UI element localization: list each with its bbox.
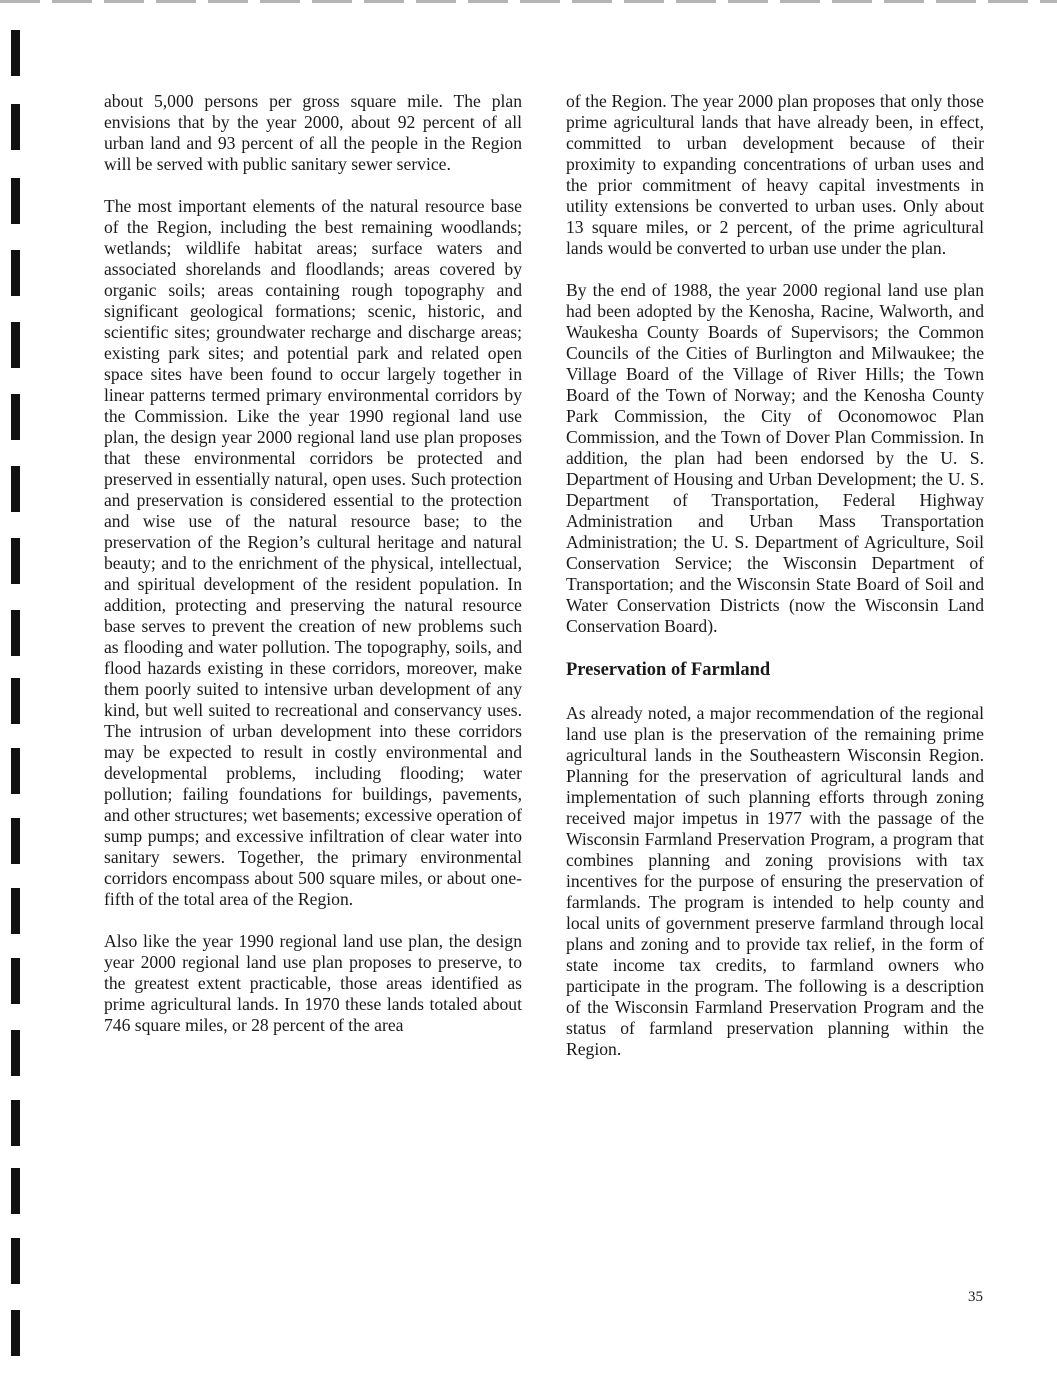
right-text-column <box>566 91 984 1081</box>
binder-mark <box>11 30 20 76</box>
binder-mark <box>11 104 20 150</box>
left-text-column <box>104 91 522 1057</box>
binder-mark <box>11 1168 20 1214</box>
binder-mark <box>11 466 20 512</box>
binder-mark <box>11 958 20 1004</box>
binder-mark <box>11 322 20 368</box>
body-paragraph: of the Region. The year 2000 plan proposes that only those prime agricultural lands that have already been, in effect, committed to urban development because of their proximity to expanding concentrations of urban uses and the prior commitment of heavy capital investments in utility extensions be converted to urban uses. Only about 13 square miles, or 2 percent, of the prime agricultural lands would be converted to urban use under the plan. <box>566 91 984 258</box>
binder-mark <box>11 1030 20 1076</box>
binder-mark <box>11 178 20 224</box>
binder-mark <box>11 250 20 296</box>
binder-hole-strip <box>0 0 40 1380</box>
binder-mark <box>11 678 20 724</box>
binder-mark <box>11 610 20 656</box>
binder-mark <box>11 538 20 584</box>
body-paragraph: As already noted, a major recommendation of the regional land use plan is the preservation of the remaining prime agricultural lands in the Southeastern Wisconsin Region. Planning for the preservation of agricultural lands and implementation of such planning efforts through zoning received major impetus in 1977 with the passage of the Wisconsin Farmland Preservation Program, a program that combines planning and zoning provisions with tax incentives for the purpose of ensuring the preservation of farmlands. The program is intended to help county and local units of government preserve farmland through local plans and zoning and to provide tax relief, in the form of state income tax credits, to farmland owners who participate in the program. The following is a description of the Wisconsin Farmland Preservation Program and the status of farmland preservation planning within the Region. <box>566 703 984 1059</box>
binder-mark <box>11 1100 20 1146</box>
body-paragraph: Also like the year 1990 regional land use plan, the design year 2000 regional land use plan proposes to preserve, to the greatest extent practicable, those areas identified as prime agricultural lands. In 1970 these lands totaled about 746 square miles, or 28 percent of the area <box>104 931 522 1035</box>
section-heading: Preservation of Farmland <box>566 660 771 680</box>
page-number: 35 <box>968 1289 983 1305</box>
binder-mark <box>11 394 20 440</box>
binder-mark <box>11 818 20 864</box>
body-paragraph: about 5,000 persons per gross square mile. The plan envisions that by the year 2000, about 92 percent of all urban land and 93 percent of all the people in the Region will be served with public sanitary sewer service. <box>104 91 522 174</box>
binder-mark <box>11 888 20 934</box>
body-paragraph: By the end of 1988, the year 2000 regional land use plan had been adopted by the Kenosha, Racine, Walworth, and Waukesha County Boards of Supervisors; the Common Councils of the Cities of Burlington and Milwaukee; the Village Board of the Village of River Hills; the Town Board of the Town of Norway; and the Kenosha County Park Commission, the City of Oconomowoc Plan Commission, and the Town of Dover Plan Commission. In addition, the plan had been endorsed by the U. S. Department of Housing and Urban Development; the U. S. Department of Transportation, Federal Highway Administration and Urban Mass Transportation Administration; the U. S. Department of Agriculture, Soil Conservation Service; the Wisconsin Department of Transportation; and the Wisconsin State Board of Soil and Water Conservation Districts (now the Wisconsin Land Conservation Board). <box>566 280 984 636</box>
binder-mark <box>11 1238 20 1284</box>
binder-mark <box>11 1310 20 1356</box>
scan-top-edge <box>0 0 1057 3</box>
body-paragraph: The most important elements of the natural resource base of the Region, including the best remaining woodlands; wetlands; wildlife habitat areas; surface waters and associated shorelands and floodlands; areas covered by organic soils; areas containing rough topography and significant geological formations; scenic, historic, and scientific sites; groundwater recharge and discharge areas; existing park sites; and potential park and related open space sites have been found to occur largely together in linear patterns termed primary environmental corridors by the Commission. Like the year 1990 regional land use plan, the design year 2000 regional land use plan proposes that these environmental corridors be protected and preserved in essentially natural, open uses. Such protection and preservation is considered essential to the protection and wise use of the natural resource base; to the preservation of the Region’s cultural heritage and natural beauty; and to the enrichment of the physical, intellectual, and spiritual development of the resident population. In addition, protecting and preserving the natural resource base serves to prevent the creation of new problems such as flooding and water pollution. The topography, soils, and flood hazards existing in these corridors, moreover, make them poorly suited to intensive urban development of any kind, but well suited to recreational and conservancy uses. The intrusion of urban development into these corridors may be expected to result in costly environmental and developmental problems, including flooding; water pollution; failing foundations for buildings, pavements, and other structures; wet basements; excessive operation of sump pumps; and excessive infiltration of clear water into sanitary sewers. Together, the primary environmental corridors encompass about 500 square miles, or about one-fifth of the total area of the Region. <box>104 196 522 909</box>
binder-mark <box>11 748 20 794</box>
